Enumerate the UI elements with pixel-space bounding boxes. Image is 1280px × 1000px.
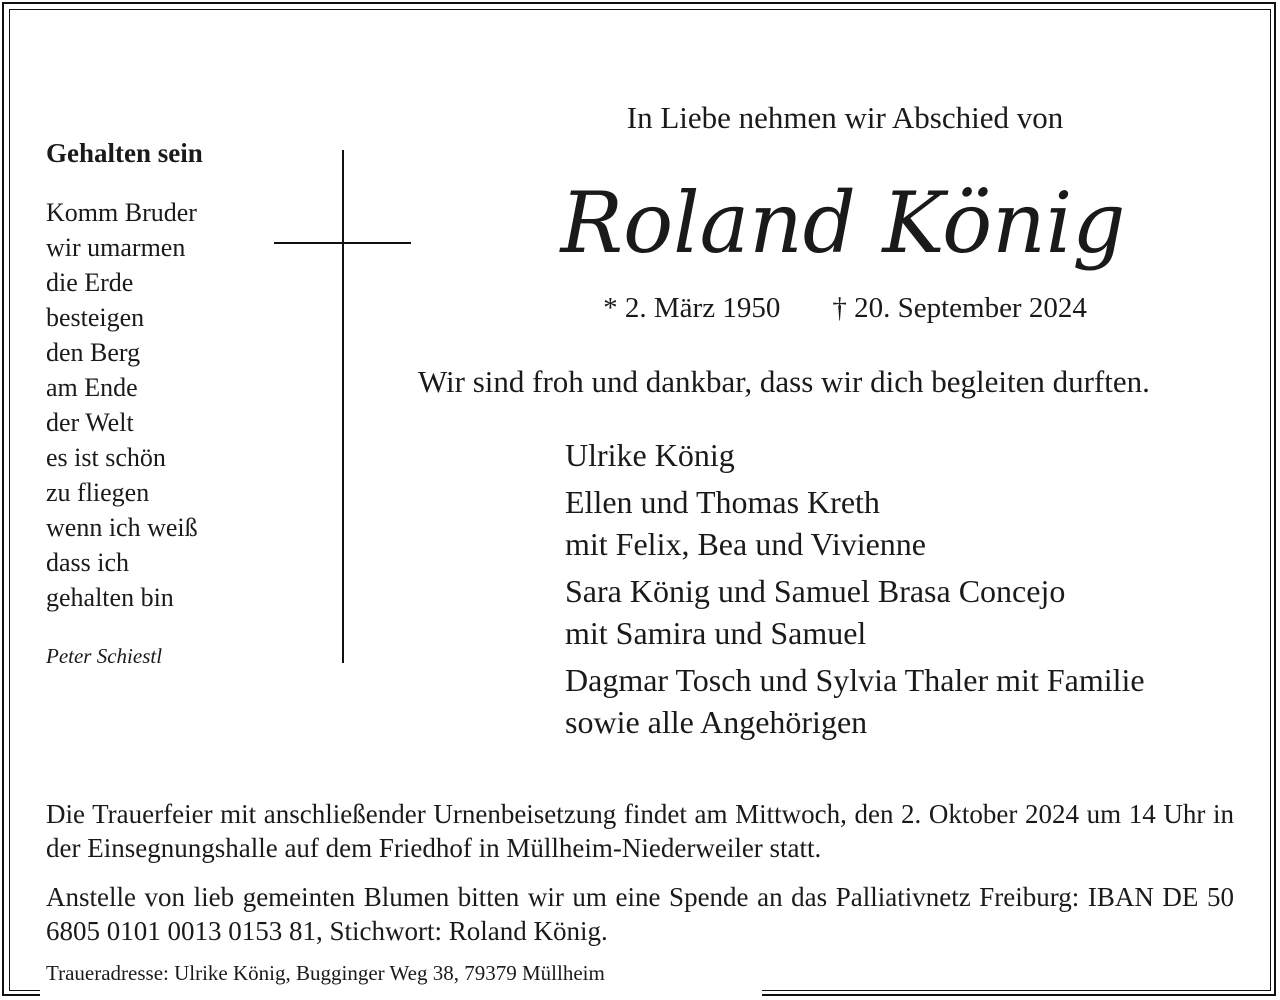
cross-vertical-bar: [342, 150, 344, 663]
birth-date: * 2. März 1950: [603, 292, 781, 324]
deceased-name: [548, 160, 1148, 280]
deceased-name-text: Roland König: [558, 174, 1126, 272]
intro-text: In Liebe nehmen wir Abschied von: [626, 100, 1064, 135]
mourner-entry: [565, 659, 1145, 743]
life-dates: [560, 289, 1130, 327]
donation-info: Anstelle von lieb gemeinten Blumen bitten wir um eine Spende an das Palliativnetz Freiburg: IBAN DE 50 6805 0101 0013 0153 81, Stichwort: Roland König.: [46, 882, 1234, 946]
mourner-line: mit Samira und Samuel: [565, 615, 867, 651]
mourner-entry: [565, 434, 1145, 476]
thanks-text: Wir sind froh und dankbar, dass wir dich begleiten durften.: [418, 364, 1150, 399]
poem-line: wenn ich weiß: [46, 513, 198, 542]
mourner-line: mit Felix, Bea und Vivienne: [565, 526, 926, 562]
poem-line: wir umarmen: [46, 233, 186, 262]
poem-line: zu fliegen: [46, 478, 150, 507]
poem-line: es ist schön: [46, 443, 166, 472]
poem-line: Komm Bruder: [46, 198, 197, 227]
mourner-line: sowie alle Angehörigen: [565, 704, 868, 740]
poem-title: Gehalten sein: [46, 138, 203, 168]
poem-author: Peter Schiestl: [46, 644, 163, 668]
mourner-line: Ulrike König: [565, 437, 735, 473]
mourner-line: Dagmar Tosch und Sylvia Thaler mit Familie: [565, 662, 1145, 698]
poem-line: dass ich: [46, 548, 130, 577]
poem-line: am Ende: [46, 373, 138, 402]
poem-line: der Welt: [46, 408, 134, 437]
death-date: † 20. September 2024: [832, 292, 1087, 324]
ceremony-info: Die Trauerfeier mit anschließender Urnenbeisetzung findet am Mittwoch, den 2. Oktober 2024 um 14 Uhr in der Einsegnungshalle auf dem Friedhof in Müllheim-Niederweiler statt.: [46, 799, 1234, 863]
mourning-address: Traueradresse: Ulrike König, Bugginger Weg 38, 79379 Müllheim: [46, 959, 609, 987]
border-gap: [40, 985, 762, 999]
mourner-entry: [565, 570, 1145, 654]
poem-line: gehalten bin: [46, 583, 174, 612]
poem-line: den Berg: [46, 338, 141, 367]
cross-horizontal-bar: [274, 242, 411, 244]
poem-text: [46, 195, 198, 615]
mourners-list: [565, 434, 1145, 748]
mourner-entry: [565, 481, 1145, 565]
poem-line: besteigen: [46, 303, 145, 332]
poem-line: die Erde: [46, 268, 134, 297]
mourner-line: Sara König und Samuel Brasa Concejo: [565, 573, 1066, 609]
mourner-line: Ellen und Thomas Kreth: [565, 484, 880, 520]
